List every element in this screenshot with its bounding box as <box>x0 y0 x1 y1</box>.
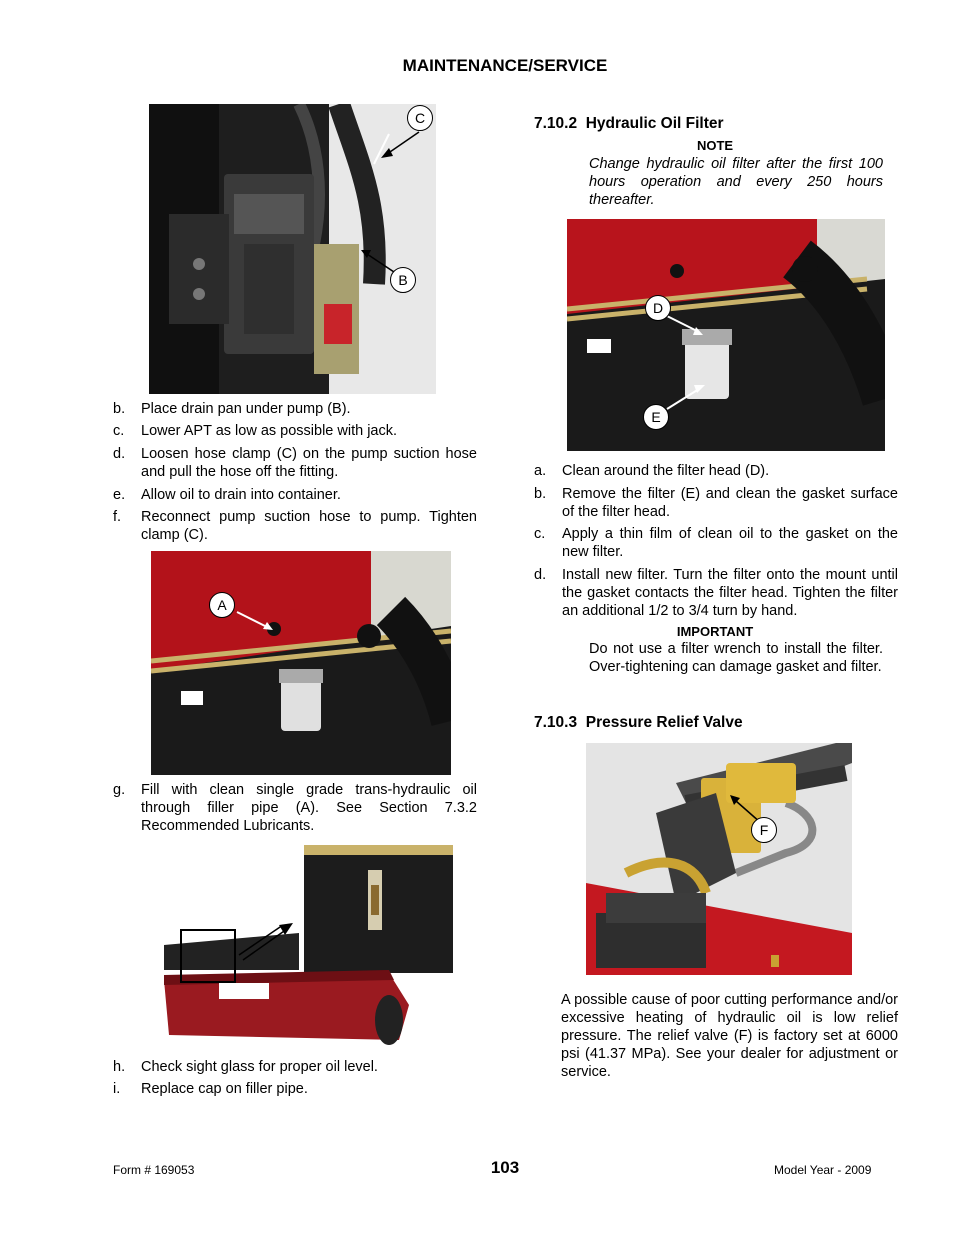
page-header-title: MAINTENANCE/SERVICE <box>402 56 608 75</box>
callout-f: F <box>751 817 777 843</box>
section-title: Hydraulic Oil Filter <box>585 115 724 132</box>
step-letter: d. <box>113 446 126 462</box>
step-text: Check sight glass for proper oil level. <box>141 1059 378 1075</box>
step-text: Allow oil to drain into container. <box>141 487 341 503</box>
filler-pipe-illustration <box>151 551 451 775</box>
step-text: Remove the filter (E) and clean the gasket surface of the filter head. <box>562 486 898 520</box>
step-letter: b. <box>534 486 547 502</box>
step-text: Lower APT as low as possible with jack. <box>141 423 398 439</box>
section-title: Pressure Relief Valve <box>585 714 743 731</box>
pump-photo-arrows <box>149 104 436 394</box>
step-letter: f. <box>113 509 122 525</box>
note-label: NOTE <box>696 138 734 153</box>
sight-glass-illustration <box>159 845 453 1050</box>
step-text: Loosen hose clamp (C) on the pump suction hose and pull the hose off the fitting. <box>141 446 477 480</box>
step-letter: e. <box>113 487 126 503</box>
step-letter: c. <box>534 526 546 542</box>
step-letter: c. <box>113 423 125 439</box>
filter-illustration <box>567 219 885 451</box>
step-text: Reconnect pump suction hose to pump. Tighten clamp (C). <box>141 509 477 543</box>
callout-d: D <box>645 295 671 321</box>
callout-c: C <box>407 105 433 131</box>
important-label: IMPORTANT <box>676 624 754 639</box>
step-text: Clean around the filter head (D). <box>562 463 770 479</box>
section-number: 7.10.2 <box>534 115 578 132</box>
step-letter: b. <box>113 401 126 417</box>
section-heading-pressure-relief-valve <box>534 714 743 732</box>
step-letter: a. <box>534 463 547 479</box>
section-heading-hydraulic-oil-filter <box>534 115 724 133</box>
relief-valve-render <box>586 743 852 975</box>
step-letter: g. <box>113 782 126 798</box>
callout-e: E <box>643 404 669 430</box>
relief-valve-illustration <box>586 743 852 975</box>
step-letter: h. <box>113 1059 126 1075</box>
callout-a: A <box>209 592 235 618</box>
note-text: Change hydraulic oil filter after the first 100 hours operation and every 250 hours thereafter. <box>589 156 883 208</box>
step-text: Fill with clean single grade trans-hydraulic oil through filler pipe (A). See Section 7.3.2 Recommended Lubricants. <box>141 782 477 834</box>
important-text: Do not use a filter wrench to install the filter. Over-tightening can damage gasket and filter. <box>589 641 883 675</box>
footer-form-number: Form # 169053 <box>113 1163 195 1177</box>
relief-valve-paragraph: A possible cause of poor cutting performance and/or excessive heating of hydraulic oil is low relief pressure. The relief valve (F) is factory set at 6000 psi (41.37 MPa). See your dealer for adjustment or service. <box>561 992 898 1080</box>
sight-glass-photo <box>159 845 453 1050</box>
step-text: Replace cap on filler pipe. <box>141 1081 308 1097</box>
section-number: 7.10.3 <box>534 714 578 731</box>
step-text: Apply a thin film of clean oil to the gasket on the new filter. <box>562 526 898 560</box>
step-text: Place drain pan under pump (B). <box>141 401 351 417</box>
filler-pipe-photo <box>151 551 451 775</box>
step-letter: i. <box>113 1081 121 1097</box>
footer-model-year: Model Year - 2009 <box>774 1163 872 1177</box>
step-text: Install new filter. Turn the filter onto the mount until the gasket contacts the filter head. Tighten the filter an additional 1/2 to 3/4 turn by hand. <box>562 567 898 619</box>
pump-photo <box>149 104 436 394</box>
footer-page-number: 103 <box>490 1158 520 1177</box>
step-letter: d. <box>534 567 547 583</box>
callout-b: B <box>390 267 416 293</box>
filter-photo <box>567 219 885 451</box>
